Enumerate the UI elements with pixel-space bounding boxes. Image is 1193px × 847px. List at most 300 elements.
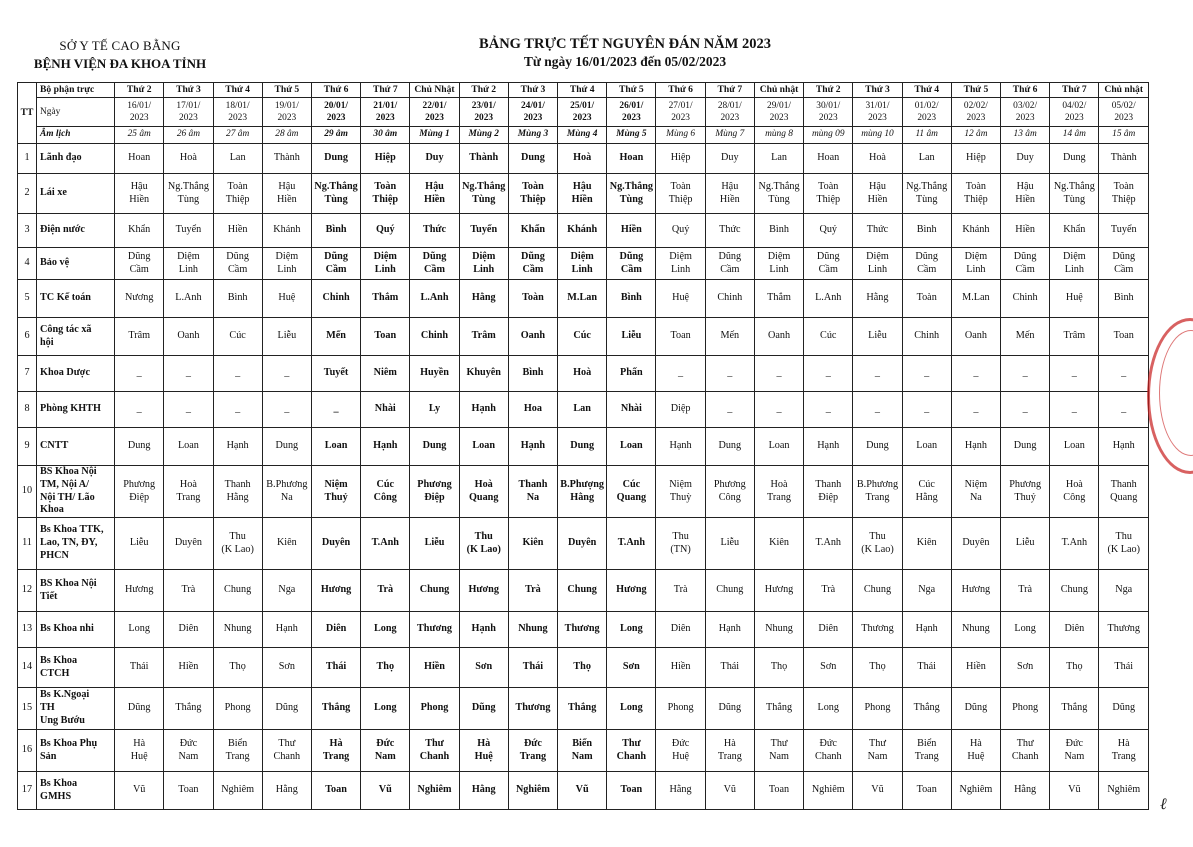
row-number: 8 [18,392,37,428]
duty-cell: Thắng [1050,688,1099,730]
duty-cell: Long [1001,612,1050,648]
duty-cell: Dũng Cầm [410,248,459,280]
duty-cell: _ [1099,392,1149,428]
duty-cell: Ng.Thắng Tùng [311,174,360,214]
duty-cell: Phấn [607,356,656,392]
duty-cell: B.Phương Trang [853,466,902,518]
duty-cell: Thương [508,688,557,730]
duty-cell: B.Phương Na [262,466,311,518]
row-number: 14 [18,648,37,688]
duty-cell: Thái [508,648,557,688]
duty-cell: Kiên [262,518,311,570]
duty-cell: Hà Trang [1099,730,1149,772]
department-name: Công tác xã hội [37,318,115,356]
duty-cell: Ng.Thắng Tùng [459,174,508,214]
duty-cell: Lan [754,144,803,174]
duty-cell: Cúc [213,318,262,356]
lunar-cell: 25 âm [115,127,164,144]
duty-cell: L.Anh [804,280,853,318]
duty-cell: Loan [459,428,508,466]
duty-cell: Thọ [754,648,803,688]
department-name: Bs K.Ngoại TH Ung Bướu [37,688,115,730]
duty-row [18,518,1149,570]
lunar-cell: Mùng 1 [410,127,459,144]
weekday-cell: Thứ 2 [115,83,164,98]
duty-cell: Dũng [1099,688,1149,730]
duty-cell: Huệ [656,280,705,318]
duty-cell: Phong [410,688,459,730]
duty-cell: Chung [1050,570,1099,612]
duty-cell: Diệm Linh [459,248,508,280]
duty-cell: Toan [1099,318,1149,356]
duty-cell: Hằng [853,280,902,318]
duty-cell: Niệm Thuỳ [656,466,705,518]
weekday-cell: Thứ 5 [951,83,1000,98]
duty-cell: Thư Chanh [1001,730,1050,772]
duty-cell: Long [361,612,410,648]
duty-cell: Diệm Linh [164,248,213,280]
duty-cell: Diệm Linh [656,248,705,280]
duty-cell: Nhung [508,612,557,648]
duty-cell: Hạnh [1099,428,1149,466]
duty-cell: Hoà Trang [164,466,213,518]
duty-cell: Thành [262,144,311,174]
duty-cell: Đức Huệ [656,730,705,772]
row-number: 9 [18,428,37,466]
duty-cell: Liễu [410,518,459,570]
duty-row [18,174,1149,214]
duty-cell: Nhung [754,612,803,648]
date-cell: 30/01/ 2023 [804,98,853,127]
duty-cell: Tuyển [164,214,213,248]
date-cell: 24/01/ 2023 [508,98,557,127]
duty-cell: Toan [164,772,213,810]
duty-cell: T.Anh [361,518,410,570]
date-cell: 19/01/ 2023 [262,98,311,127]
department-name: Bs Khoa TTK, Lao, TN, ĐY, PHCN [37,518,115,570]
duty-cell: Thái [1099,648,1149,688]
duty-cell: Niêm [361,356,410,392]
duty-cell: Loan [1050,428,1099,466]
duty-cell: Chung [410,570,459,612]
duty-cell: _ [951,392,1000,428]
duty-cell: Cúc Công [361,466,410,518]
date-cell: 03/02/ 2023 [1001,98,1050,127]
department-name: BS Khoa Nội TM, Nội A/ Nội TH/ Lão Khoa [37,466,115,518]
department-name: Phòng KHTH [37,392,115,428]
duty-cell: Chung [558,570,607,612]
duty-cell: Thanh Quang [1099,466,1149,518]
duty-row [18,570,1149,612]
weekday-cell: Thứ 2 [459,83,508,98]
weekday-cell: Thứ 6 [1001,83,1050,98]
duty-cell: Dũng Cầm [902,248,951,280]
duty-cell: Thành [1099,144,1149,174]
duty-cell: Diệm Linh [853,248,902,280]
duty-cell: Thọ [213,648,262,688]
duty-cell: _ [754,392,803,428]
duty-cell: Oanh [164,318,213,356]
document-subtitle: Từ ngày 16/01/2023 đến 05/02/2023 [523,54,727,69]
duty-cell: Phong [213,688,262,730]
duty-cell: Dũng Cầm [607,248,656,280]
duty-cell: Dũng Cầm [115,248,164,280]
duty-cell: Long [115,612,164,648]
duty-cell: Thắm [754,280,803,318]
department-name: Lái xe [37,174,115,214]
duty-cell: Trâm [1050,318,1099,356]
duty-cell: Hà Trang [311,730,360,772]
date-cell: 05/02/ 2023 [1099,98,1149,127]
duty-cell: Hiền [607,214,656,248]
duty-cell: Bình [311,214,360,248]
row-number: 7 [18,356,37,392]
duty-cell: Long [607,612,656,648]
duty-cell: Hiền [213,214,262,248]
duty-cell: L.Anh [164,280,213,318]
weekday-cell: Thứ 3 [164,83,213,98]
duty-cell: Tuyển [459,214,508,248]
duty-cell: Toàn [508,280,557,318]
duty-cell: Nghiêm [804,772,853,810]
duty-cell: Chinh [1001,280,1050,318]
lunar-cell: mùng 10 [853,127,902,144]
duty-cell: Hoà [558,144,607,174]
duty-cell: Hương [115,570,164,612]
department-name: Bs Khoa nhi [37,612,115,648]
duty-cell: Nga [262,570,311,612]
lunar-cell: 26 âm [164,127,213,144]
duty-cell: Biển Trang [902,730,951,772]
duty-cell: Hạnh [213,428,262,466]
duty-cell: Hoà [164,144,213,174]
duty-cell: Liễu [1001,518,1050,570]
weekday-cell: Thứ 5 [262,83,311,98]
lunar-cell: Mùng 5 [607,127,656,144]
duty-cell: Thương [558,612,607,648]
duty-cell: Vũ [705,772,754,810]
duty-cell: Sơn [607,648,656,688]
duty-cell: Hiền [164,648,213,688]
duty-cell: Bình [754,214,803,248]
duty-cell: Long [607,688,656,730]
duty-cell: Dũng Cầm [1001,248,1050,280]
row-number: 1 [18,144,37,174]
duty-cell: Dung [705,428,754,466]
duty-cell: Diệm Linh [754,248,803,280]
duty-cell: Cúc [804,318,853,356]
duty-cell: Quý [361,214,410,248]
duty-cell: Hà Trang [705,730,754,772]
duty-cell: Kiên [754,518,803,570]
duty-cell: Huệ [1050,280,1099,318]
duty-cell: Chung [853,570,902,612]
department-name: CNTT [37,428,115,466]
row-number: 5 [18,280,37,318]
duty-cell: Thương [1099,612,1149,648]
duty-cell: Mến [1001,318,1050,356]
duty-cell: Dung [508,144,557,174]
duty-cell: _ [902,392,951,428]
duty-cell: Ng.Thắng Tùng [607,174,656,214]
duty-row [18,428,1149,466]
duty-cell: Thương [410,612,459,648]
duty-row [18,612,1149,648]
duty-cell: Mến [705,318,754,356]
duty-roster-table [17,82,1149,810]
duty-cell: _ [164,356,213,392]
duty-row [18,356,1149,392]
duty-cell: Hoan [115,144,164,174]
lunar-cell: 15 âm [1099,127,1149,144]
duty-row [18,214,1149,248]
duty-cell: Toan [656,318,705,356]
duty-cell: Oanh [754,318,803,356]
duty-cell: Duyên [951,518,1000,570]
duty-cell: Toàn Thiệp [804,174,853,214]
lunar-cell: 27 âm [213,127,262,144]
date-cell: 02/02/ 2023 [951,98,1000,127]
duty-cell: Trà [361,570,410,612]
duty-cell: Phong [656,688,705,730]
department-name: SỞ Y TẾ CAO BẰNG [59,38,181,53]
date-cell: 20/01/ 2023 [311,98,360,127]
duty-cell: Biển Trang [213,730,262,772]
duty-cell: Hương [607,570,656,612]
duty-cell: Thái [902,648,951,688]
duty-cell: Hạnh [361,428,410,466]
duty-cell: Diệm Linh [558,248,607,280]
duty-cell: Cúc [558,318,607,356]
duty-cell: Hằng [262,772,311,810]
duty-cell: Diên [164,612,213,648]
duty-cell: _ [1050,392,1099,428]
duty-cell: Trà [508,570,557,612]
weekday-cell: Thứ 4 [558,83,607,98]
duty-cell: Dũng [951,688,1000,730]
duty-cell: Kiên [508,518,557,570]
duty-cell: Hằng [656,772,705,810]
duty-cell: T.Anh [804,518,853,570]
duty-cell: Thu (TN) [656,518,705,570]
date-cell: 16/01/ 2023 [115,98,164,127]
duty-cell: _ [705,392,754,428]
duty-cell: _ [1050,356,1099,392]
weekday-cell: Chủ nhật [1099,83,1149,98]
date-cell: 04/02/ 2023 [1050,98,1099,127]
duty-cell: Thức [853,214,902,248]
date-cell: 27/01/ 2023 [656,98,705,127]
duty-cell: Thức [705,214,754,248]
duty-cell: Hà Huệ [951,730,1000,772]
duty-cell: Huyền [410,356,459,392]
duty-cell: Thành [459,144,508,174]
duty-cell: Phương Điệp [410,466,459,518]
duty-cell: Loan [311,428,360,466]
duty-cell: Khuyên [459,356,508,392]
duty-cell: Trà [656,570,705,612]
duty-cell: Chung [213,570,262,612]
duty-cell: _ [1001,392,1050,428]
department-name: Khoa Dược [37,356,115,392]
duty-cell: Tuyển [1099,214,1149,248]
duty-cell: Tuyết [311,356,360,392]
duty-cell: Hoà Trang [754,466,803,518]
duty-cell: Thắng [164,688,213,730]
duty-cell: Loan [607,428,656,466]
weekday-cell: Thứ 7 [705,83,754,98]
lunar-cell: Mùng 6 [656,127,705,144]
duty-cell: _ [262,392,311,428]
date-header-row [18,98,1149,127]
duty-cell: Hằng [459,772,508,810]
weekday-cell: Chủ Nhật [410,83,459,98]
duty-cell: Toàn Thiệp [361,174,410,214]
duty-cell: Thọ [1050,648,1099,688]
date-cell: 21/01/ 2023 [361,98,410,127]
duty-cell: Toàn [902,280,951,318]
duty-cell: Thư Chanh [607,730,656,772]
duty-cell: Ng.Thắng Tùng [754,174,803,214]
duty-cell: Loan [164,428,213,466]
weekday-cell: Thứ 7 [361,83,410,98]
duty-cell: Hạnh [459,392,508,428]
duty-row [18,772,1149,810]
department-name: Bs Khoa CTCH [37,648,115,688]
duty-cell: Hạnh [459,612,508,648]
duty-cell: Hoà [558,356,607,392]
duty-cell: Bình [213,280,262,318]
duty-cell: Hạnh [656,428,705,466]
duty-cell: Nghiêm [410,772,459,810]
row-number: 15 [18,688,37,730]
duty-cell: Hiệp [656,144,705,174]
duty-cell: Toan [607,772,656,810]
duty-cell: Vũ [853,772,902,810]
date-label: Ngày [37,98,115,127]
duty-cell: Ly [410,392,459,428]
duty-cell: Khẩn [508,214,557,248]
duty-cell: Toàn Thiệp [951,174,1000,214]
duty-cell: Liễu [607,318,656,356]
duty-cell: Hiền [410,648,459,688]
duty-cell: _ [951,356,1000,392]
duty-cell: Đức Chanh [804,730,853,772]
duty-cell: Thọ [361,648,410,688]
duty-cell: Cúc Hằng [902,466,951,518]
department-name: Lãnh đạo [37,144,115,174]
lunar-cell: mùng 09 [804,127,853,144]
duty-cell: Hoan [607,144,656,174]
duty-cell: Thu (K Lao) [459,518,508,570]
duty-cell: Dũng [262,688,311,730]
duty-cell: Diệm Linh [262,248,311,280]
weekday-cell: Thứ 3 [853,83,902,98]
duty-cell: Trà [1001,570,1050,612]
duty-cell: Vũ [361,772,410,810]
duty-row [18,248,1149,280]
duty-cell: Hoa [508,392,557,428]
weekday-cell: Thứ 3 [508,83,557,98]
duty-row [18,392,1149,428]
duty-cell: Duy [705,144,754,174]
row-number: 13 [18,612,37,648]
duty-cell: _ [115,392,164,428]
duty-cell: Đức Nam [361,730,410,772]
duty-cell: Hiệp [361,144,410,174]
duty-cell: Quý [656,214,705,248]
weekday-cell: Chủ nhật [754,83,803,98]
duty-cell: Dũng Cầm [508,248,557,280]
duty-cell: Sơn [262,648,311,688]
duty-cell: Niệm Thuỷ [311,466,360,518]
row-number: 17 [18,772,37,810]
duty-cell: Nghiêm [951,772,1000,810]
department-name: BS Khoa Nội Tiết [37,570,115,612]
duty-cell: Nghiêm [213,772,262,810]
duty-cell: _ [902,356,951,392]
duty-cell: Đức Nam [1050,730,1099,772]
duty-cell: _ [804,356,853,392]
duty-cell: Hà Huệ [115,730,164,772]
duty-cell: Dũng Cầm [213,248,262,280]
row-number: 4 [18,248,37,280]
department-name: Điện nước [37,214,115,248]
lunar-cell: 12 âm [951,127,1000,144]
duty-cell: Diên [1050,612,1099,648]
duty-cell: B.Phượng Hằng [558,466,607,518]
duty-cell: Hằng [459,280,508,318]
duty-cell: _ [853,392,902,428]
duty-cell: _ [213,356,262,392]
duty-cell: Khánh [558,214,607,248]
duty-cell: Hạnh [951,428,1000,466]
duty-cell: Nhung [951,612,1000,648]
duty-cell: Chinh [705,280,754,318]
date-cell: 25/01/ 2023 [558,98,607,127]
duty-cell: Thanh Na [508,466,557,518]
duty-cell: Thương [853,612,902,648]
department-name: Bảo vệ [37,248,115,280]
duty-cell: Nghiêm [508,772,557,810]
date-cell: 23/01/ 2023 [459,98,508,127]
duty-cell: Hoà Công [1050,466,1099,518]
duty-cell: Dũng Cầm [705,248,754,280]
duty-cell: Vũ [1050,772,1099,810]
duty-row [18,280,1149,318]
duty-cell: Hạnh [262,612,311,648]
duty-cell: Thắng [902,688,951,730]
duty-cell: Đức Trang [508,730,557,772]
duty-cell: Hậu Hiền [558,174,607,214]
duty-cell: Dung [558,428,607,466]
department-name: Bs Khoa Phụ Sản [37,730,115,772]
duty-cell: Khẩn [115,214,164,248]
organization-header [20,38,220,72]
duty-cell: Chinh [311,280,360,318]
duty-cell: Thái [311,648,360,688]
duty-cell: _ [164,392,213,428]
duty-cell: Thắm [361,280,410,318]
duty-cell: Toan [902,772,951,810]
lunar-cell: Mùng 3 [508,127,557,144]
duty-cell: Niệm Na [951,466,1000,518]
duty-cell: Thọ [558,648,607,688]
duty-cell: Thái [705,648,754,688]
duty-cell: Duyên [558,518,607,570]
duty-cell: Phong [853,688,902,730]
department-name: TC Kế toán [37,280,115,318]
